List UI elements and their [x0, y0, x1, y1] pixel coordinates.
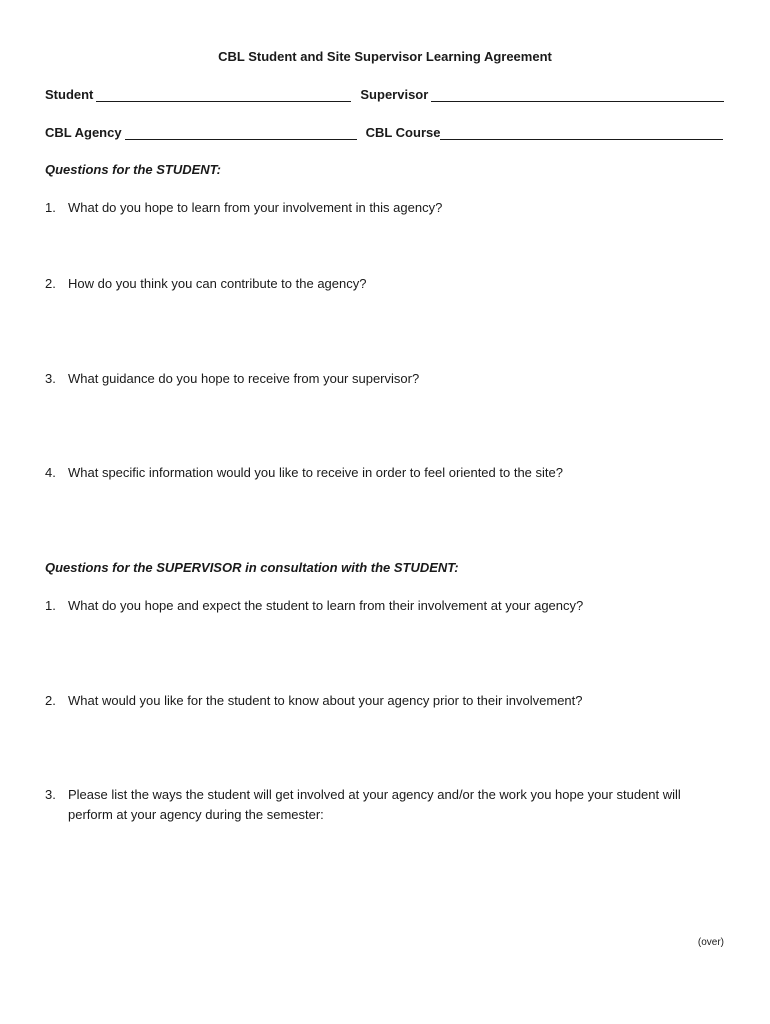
- question-number: 2.: [45, 693, 56, 708]
- question-text: How do you think you can contribute to the agency?: [68, 276, 367, 291]
- question-text: What guidance do you hope to receive from your supervisor?: [68, 371, 420, 386]
- student-section-heading: Questions for the STUDENT:: [45, 162, 221, 177]
- question-text: What would you like for the student to know about your agency prior to their involvement?: [68, 693, 583, 708]
- student-question-4: [45, 463, 725, 483]
- student-field[interactable]: [96, 89, 351, 102]
- agency-field[interactable]: [125, 127, 357, 140]
- supervisor-question-1: [45, 596, 725, 616]
- supervisor-field[interactable]: [431, 89, 724, 102]
- agency-label: CBL Agency: [45, 125, 122, 140]
- student-label: Student: [45, 87, 94, 102]
- field-row-agency-course: [45, 125, 725, 140]
- student-question-2: [45, 274, 725, 294]
- over-note: (over): [697, 937, 724, 948]
- student-question-3: [45, 369, 725, 389]
- question-number: 1.: [45, 598, 56, 613]
- question-number: 2.: [45, 276, 56, 291]
- question-text: What do you hope and expect the student to learn from their involvement at your agency?: [68, 598, 584, 613]
- course-label: CBL Course: [365, 125, 441, 140]
- supervisor-label: Supervisor: [360, 87, 429, 102]
- supervisor-question-3: [45, 785, 725, 825]
- question-text: Please list the ways the student will get involved at your agency and/or the work you hope your student will perform at your agency during the semester:: [68, 787, 681, 822]
- supervisor-section-heading: Questions for the SUPERVISOR in consultation with the STUDENT:: [45, 560, 459, 575]
- question-text: What specific information would you like to receive in order to feel oriented to the site?: [68, 465, 563, 480]
- question-number: 3.: [45, 371, 56, 386]
- question-text: What do you hope to learn from your involvement in this agency?: [68, 200, 443, 215]
- field-row-student-supervisor: [45, 87, 725, 102]
- question-number: 1.: [45, 200, 56, 215]
- supervisor-question-2: [45, 691, 725, 711]
- question-number: 3.: [45, 787, 56, 802]
- question-number: 4.: [45, 465, 56, 480]
- course-field[interactable]: [440, 127, 723, 140]
- student-question-1: [45, 198, 725, 218]
- document-title: CBL Student and Site Supervisor Learning Agreement: [218, 49, 552, 64]
